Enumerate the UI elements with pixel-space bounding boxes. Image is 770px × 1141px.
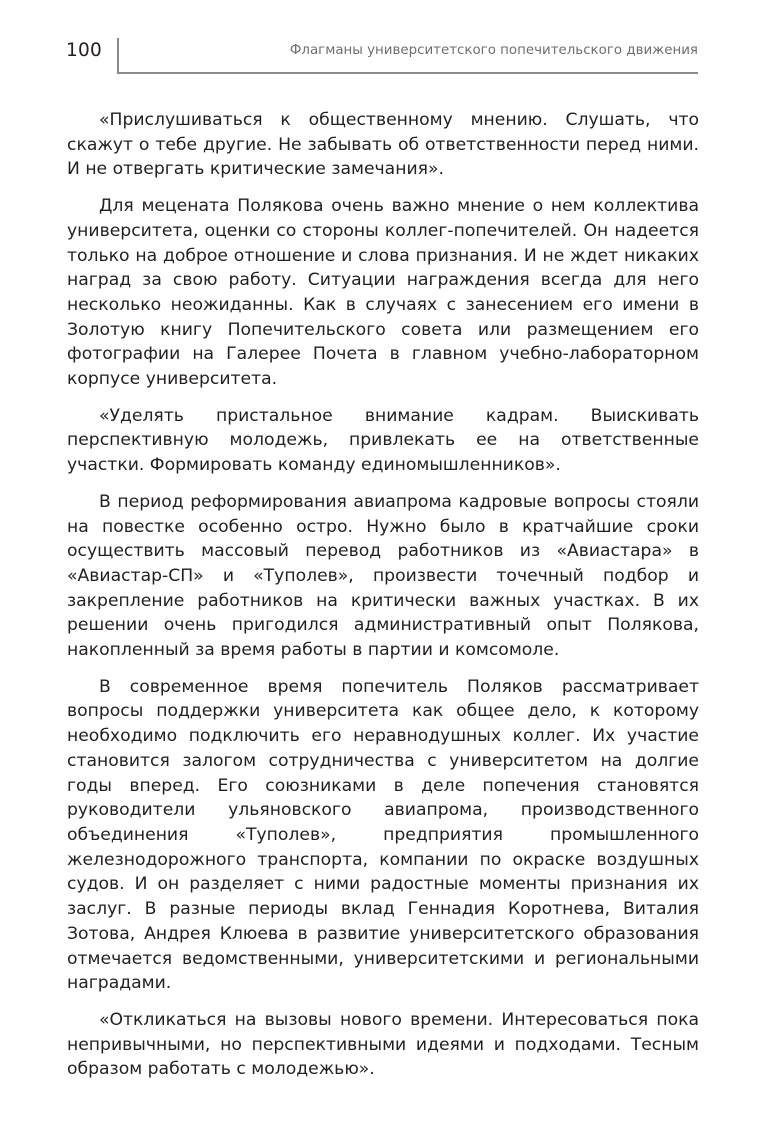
paragraph-3: В современное время попечитель Поляков рассматривает вопросы поддержки университета как общее дело, к которому необходимо подключить его неравнодушных коллег. Их участие становится залогом сотрудничества с университетом на долгие годы вперед. Его союзниками в деле попечения становятся руководители ульяновского авиапрома, производственного объединения «Туполев», предприятия промышленного железнодорожного транспорта, компании по окраске воздушных судов. И он разделяет с ними радостные моменты признания их заслуг. В разные периоды вклад Геннадия Коротнева, Виталия Зотова, Андрея Клюева в развитие университетского образования отмечается ведомственными, университетскими и региональными наградами. [67,676,699,994]
quote-paragraph-1: «Прислушиваться к общественному мнению. Слушать, что скажут о тебе другие. Не забывать об ответственности перед ними. И не отвергать критические замечания». [67,110,699,180]
header-rule [117,72,698,74]
quote-paragraph-3: «Откликаться на вызовы нового времени. Интересоваться пока непривычными, но перспективными идеями и подходами. Тесным образом работать с молодежью». [67,1009,699,1080]
paragraph-2: В период реформирования авиапрома кадровые вопросы стояли на повестке особенно остро. Нужно было в кратчайшие сроки осуществить массовый перевод работников из «Авиастара» в «Авиастар-СП» и «Туполев», произвести точечный подбор и закрепление работников на критически важных участках. В их решении очень пригодился административный опыт Полякова, накопленный за время работы в партии и комсомоле. [67,491,699,661]
header-divider [117,38,119,72]
page-header [66,38,698,72]
quote-paragraph-2: «Уделять пристальное внимание кадрам. Выискивать перспективную молодежь, привлекать ее на ответственные участки. Формировать команду единомышленников». [67,405,699,476]
running-title: Флагманы университетского попечительского движения [289,43,698,58]
paragraph-1: Для мецената Полякова очень важно мнение о нем коллектива университета, оценки со стороны коллег-попечителей. Он надеется только на доброе отношение и слова признания. И не ждет никаких наград за свою работу. Ситуации награждения всегда для него несколько неожиданны. Как в случаях с занесением его имени в Золотую книгу Попечительского совета или размещением его фотографии на Галерее Почета в главном учебно-лабораторном корпусе университета. [67,196,699,390]
body-text [67,108,699,1094]
page-number: 100 [66,40,102,61]
